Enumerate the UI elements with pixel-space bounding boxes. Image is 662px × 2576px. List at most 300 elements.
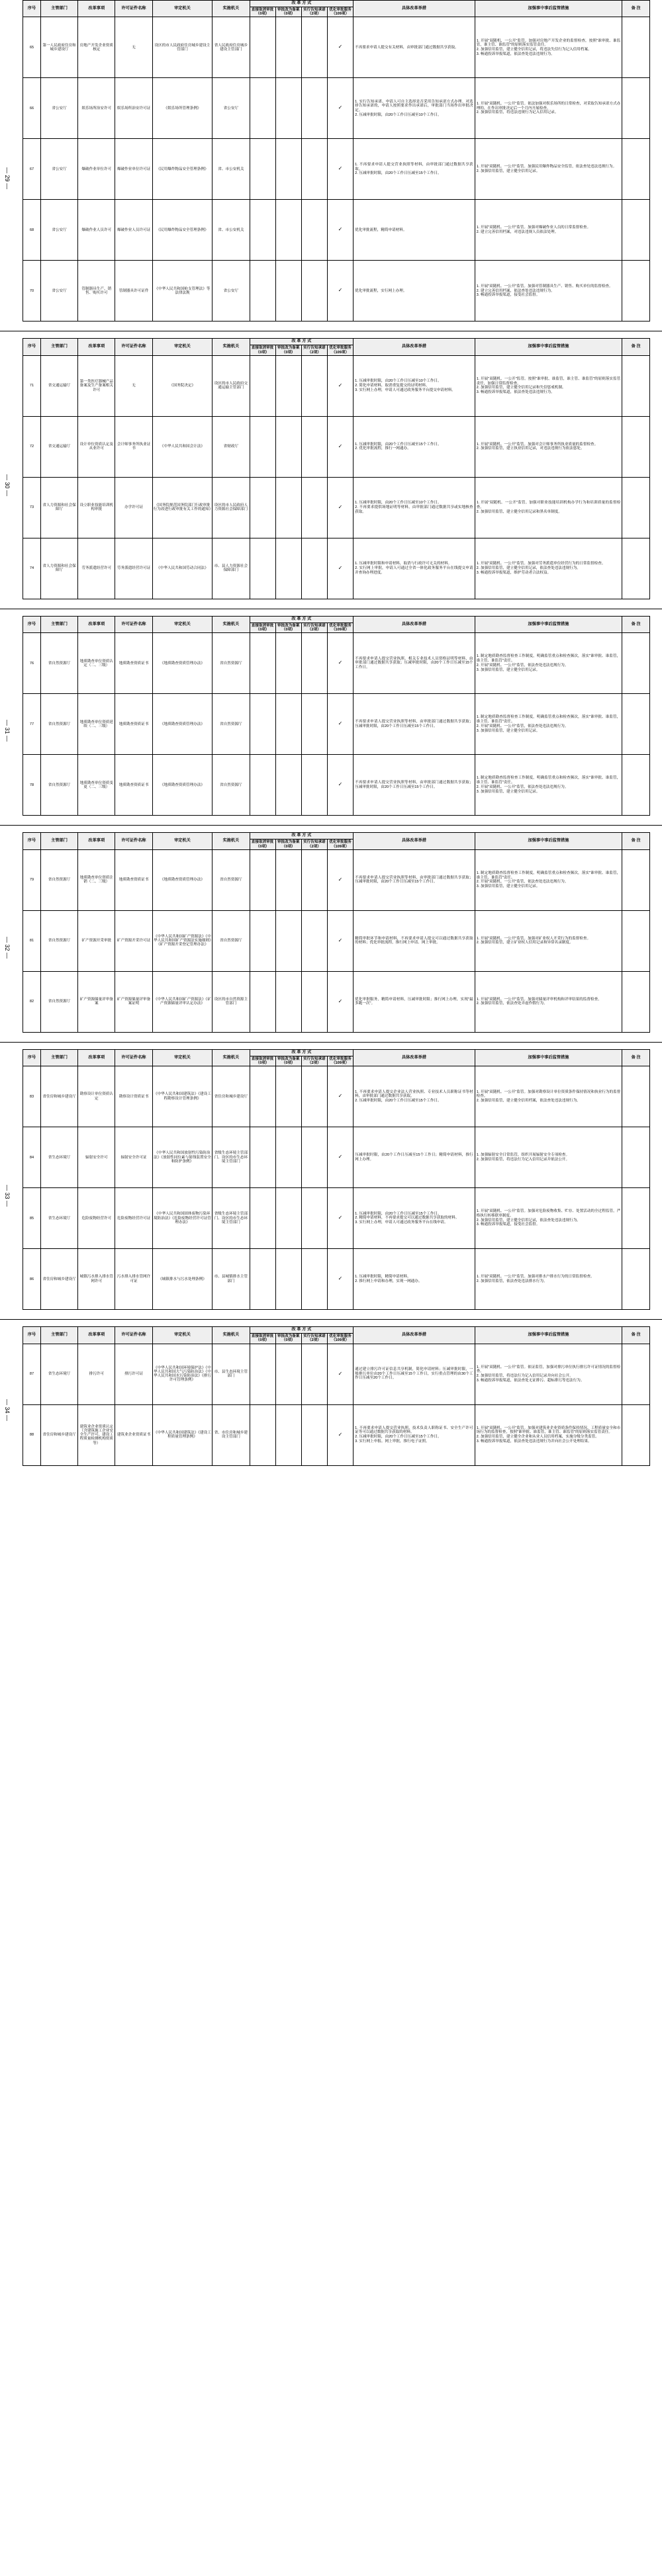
- cell-remark: [622, 694, 650, 755]
- cell-reform-mode-1: [250, 139, 275, 200]
- cell-specific-measures: 不再要求申请人提交有关材料，由审批部门通过数据共享获取。: [354, 17, 475, 78]
- col-header-reform-3: 实行告知承诺 （2项）: [301, 1056, 327, 1066]
- cell-reform-mode-4: ✓: [327, 538, 353, 599]
- cell-specific-measures: 1. 压减审批时限，由20个工作日压减至10个工作日。 2. 简化申请材料，取消重复提交的证明材料。 3. 实行网上办理，申请人可通过政务服务平台提交申请材料。: [354, 355, 475, 416]
- cell-reform-mode-4: ✓: [327, 849, 353, 910]
- page-number: — 34 —: [4, 1398, 11, 1421]
- table-row: [23, 355, 650, 416]
- col-header-supervise: 加强事中事后监管措施: [475, 1, 622, 17]
- cell-license-name: 会计师事务所执业证书: [115, 416, 152, 477]
- cell-specific-measures: 不再要求申请人提交营业执照等材料，由审批部门通过数据共享获取；压减审批时限，由20个工作日压减至15个工作日。: [354, 755, 475, 816]
- cell-specific-measures: 1. 实行告知承诺。申请人可自主选择是否采用告知承诺方式办理。对选择告知承诺的，申请人按照要求作出承诺后，审批部门当场作出审批决定。 2. 压减审批时限，由20个工作日压减至10个工作日。: [354, 78, 475, 139]
- cell-reform-mode-1: [250, 261, 275, 322]
- cell-approve-org: 《国务院规范国务院部门行政审批行为改进行政审批有关工作的通知》: [152, 477, 213, 538]
- cell-approve-org: 《中华人民共和国会计法》: [152, 416, 213, 477]
- col-header-dept: 主管部门: [40, 1327, 77, 1344]
- cell-license-name: 爆破作业单位许可证: [115, 139, 152, 200]
- col-header-approve-org: 审定机关: [152, 1, 213, 17]
- cell-supervision-measures: 1. 开展"双随机、一公开"监管。加强对排水户排水行为的日常监督检查。 2. 加强信用监管，依法查处违法排水行为。: [475, 1249, 622, 1310]
- cell-reform-mode-1: [250, 1404, 275, 1465]
- cell-approve-org: 《地质勘查资质管理办法》: [152, 633, 213, 694]
- cell-license-name: 矿产资源开采许可证: [115, 910, 152, 971]
- cell-seq: 70: [23, 261, 41, 322]
- cell-approve-org: 《中华人民共和国建筑法》《建设工程质量管理条例》: [152, 1404, 213, 1465]
- cell-reform-mode-2: [275, 416, 301, 477]
- col-header-reform-3: 实行告知承诺 （2项）: [301, 839, 327, 850]
- cell-license-name: 污水排入排水管网许可证: [115, 1249, 152, 1310]
- cell-reform-mode-3: [301, 416, 327, 477]
- table-section: [0, 616, 662, 816]
- cell-remark: [622, 1249, 650, 1310]
- cell-matter: 房地产开发企业资质核定: [78, 17, 115, 78]
- page-number: — 31 —: [4, 720, 11, 742]
- col-header-specific: 具体改革举措: [354, 1, 475, 17]
- col-header-reform-3: 实行告知承诺 （2项）: [301, 1334, 327, 1344]
- cell-reform-mode-4: ✓: [327, 633, 353, 694]
- cell-reform-mode-2: [275, 261, 301, 322]
- cell-specific-measures: 通过建立排污许可证信息共享机制，简化申请材料；压减审批时限，一般排污单位由20个工作日压减至15个工作日，实行重点管理的由30个工作日压减至20个工作日。: [354, 1344, 475, 1404]
- col-header-approve-org: 审定机关: [152, 339, 213, 355]
- cell-reform-mode-4: ✓: [327, 17, 353, 78]
- section-spacer: [0, 1320, 662, 1326]
- cell-specific-measures: 优化审批流程，精简申请材料。: [354, 200, 475, 261]
- col-header-reform-group: 改 革 方 式: [250, 833, 354, 839]
- page-number: — 32 —: [4, 936, 11, 959]
- col-header-supervise: 加强事中事后监管措施: [475, 833, 622, 849]
- cell-reform-mode-2: [275, 849, 301, 910]
- table-row: [23, 694, 650, 755]
- cell-reform-mode-1: [250, 1249, 275, 1310]
- cell-impl-org: 省、市公安机关: [213, 139, 250, 200]
- cell-reform-mode-2: [275, 1344, 301, 1404]
- cell-specific-measures: 1. 不再要求申请人提交营业执照等材料，由审批部门通过数据共享获取。 2. 压减审批时限，由20个工作日压减至15个工作日。: [354, 139, 475, 200]
- cell-reform-mode-1: [250, 910, 275, 971]
- cell-reform-mode-1: [250, 538, 275, 599]
- cell-matter: 地质勘查单位资质延续（二、三级）: [78, 694, 115, 755]
- col-header-reform-4: 优化审批服务 （109项）: [327, 1334, 353, 1344]
- cell-matter: 娱乐场所治安许可: [78, 78, 115, 139]
- cell-reform-mode-4: ✓: [327, 261, 353, 322]
- section-spacer: [0, 331, 662, 338]
- cell-impl-org: 省自然资源厅: [213, 910, 250, 971]
- cell-specific-measures: 优化审批服务，精简申请材料，压减审批时限；推行网上办理，实现"最多跑一次"。: [354, 971, 475, 1032]
- cell-seq: 78: [23, 755, 41, 816]
- cell-supervision-measures: 1. 制定地质勘查监督检查工作制度，明确监管重点和检查频次，落实"谁审批、谁监管，谁主管、谁监管"责任。 2. 开展"双随机、一公开"监管，依法查处违法违规行为。 3. 加强信用监管，建立健全信用记录。: [475, 849, 622, 910]
- table-row: [23, 416, 650, 477]
- cell-remark: [622, 200, 650, 261]
- cell-impl-org: 市、县人力资源社会保障部门: [213, 538, 250, 599]
- col-header-reform-group: 改 革 方 式: [250, 1049, 354, 1056]
- col-header-remark: 备 注: [622, 833, 650, 849]
- cell-impl-org: 省自然资源厅: [213, 849, 250, 910]
- cell-supervision-measures: 1. 开展"双随机、一公开"监管。加强对管制器具生产、销售、购买单位的监督检查。 2. 建立完善信用档案，依法查处违法违规行为。 3. 畅通投诉举报渠道，接受社会监督。: [475, 261, 622, 322]
- cell-impl-org: 省自然资源厅: [213, 755, 250, 816]
- cell-impl-org: 省人民政府住房城乡建设主管部门: [213, 17, 250, 78]
- cell-approve-org: 《中华人民共和国放射性污染防治法》《放射性同位素与射线装置安全和防护条例》: [152, 1127, 213, 1188]
- cell-remark: [622, 971, 650, 1032]
- col-header-reform-1: 直接取消审批 （0项）: [250, 623, 275, 633]
- cell-impl-org: 省财政厅: [213, 416, 250, 477]
- cell-license-name: 无: [115, 17, 152, 78]
- cell-remark: [622, 416, 650, 477]
- col-header-supervise: 加强事中事后监管措施: [475, 616, 622, 632]
- table-row: [23, 755, 650, 816]
- cell-reform-mode-4: ✓: [327, 755, 353, 816]
- cell-reform-mode-4: ✓: [327, 355, 353, 416]
- col-header-specific: 具体改革举措: [354, 616, 475, 632]
- col-header-reform-group: 改 革 方 式: [250, 616, 354, 623]
- cell-impl-org: 省自然资源厅: [213, 633, 250, 694]
- table-row: [23, 849, 650, 910]
- cell-license-name: 地质勘查资质证书: [115, 755, 152, 816]
- cell-reform-mode-4: ✓: [327, 1249, 353, 1310]
- col-header-seq: 序号: [23, 1049, 41, 1066]
- cell-remark: [622, 1188, 650, 1249]
- cell-matter: 地质勘查单位资质认定（二、三级）: [78, 633, 115, 694]
- col-header-reform-4: 优化审批服务 （109项）: [327, 345, 353, 356]
- col-header-supervise: 加强事中事后监管措施: [475, 1049, 622, 1066]
- cell-dept: 省生态环境厅: [40, 1344, 77, 1404]
- cell-matter: 爆破作业人员许可: [78, 200, 115, 261]
- cell-license-name: 劳务派遣经营许可证: [115, 538, 152, 599]
- cell-license-name: 无: [115, 355, 152, 416]
- table-row: [23, 200, 650, 261]
- cell-reform-mode-1: [250, 416, 275, 477]
- cell-reform-mode-1: [250, 1066, 275, 1127]
- table-section: [0, 832, 662, 1032]
- col-header-matter: 改革事项: [78, 1327, 115, 1344]
- col-header-impl-org: 实施机关: [213, 1, 250, 17]
- col-header-dept: 主管部门: [40, 616, 77, 632]
- table-row: [23, 1404, 650, 1465]
- license-reform-table: [23, 1326, 650, 1465]
- col-header-reform-4: 优化审批服务 （109项）: [327, 623, 353, 633]
- cell-approve-org: 《民用爆炸物品安全管理条例》: [152, 139, 213, 200]
- table-row: [23, 1066, 650, 1127]
- cell-matter: 设计单位资质认定及从业许可: [78, 416, 115, 477]
- cell-specific-measures: 压减审批时限，由20个工作日压减至15个工作日；精简申请材料，推行网上办理。: [354, 1127, 475, 1188]
- cell-remark: [622, 910, 650, 971]
- cell-reform-mode-3: [301, 755, 327, 816]
- cell-reform-mode-1: [250, 694, 275, 755]
- cell-reform-mode-3: [301, 477, 327, 538]
- col-header-seq: 序号: [23, 1, 41, 17]
- cell-approve-org: 《中华人民共和国建筑法》《建设工程勘察设计管理条例》: [152, 1066, 213, 1127]
- col-header-reform-3: 实行告知承诺 （2项）: [301, 7, 327, 17]
- cell-matter: 危险废物经营许可: [78, 1188, 115, 1249]
- cell-reform-mode-2: [275, 538, 301, 599]
- cell-remark: [622, 1344, 650, 1404]
- cell-reform-mode-4: ✓: [327, 694, 353, 755]
- cell-reform-mode-3: [301, 694, 327, 755]
- cell-supervision-measures: 1. 开展"双随机、一公开"监管。加强对会计师事务所执业质量的监督检查。 2. 加强信用监管，建立执业信用记录，对违法违规行为依法惩处。: [475, 416, 622, 477]
- cell-specific-measures: 1. 压减审批时限和申请材料，取消与行政许可无关的材料。 2. 实行网上审批，申请人可通过全省一体化政务服务平台在线提交申请并查询办理进度。: [354, 538, 475, 599]
- cell-seq: 79: [23, 849, 41, 910]
- cell-specific-measures: 精简审批环节和申请材料，不再要求申请人提交可以通过数据共享获取的材料；优化审批流程，推行网上申请、网上审批。: [354, 910, 475, 971]
- cell-license-name: 矿产资源储量评审备案证明: [115, 971, 152, 1032]
- cell-specific-measures: 不再要求申请人提交营业执照、相关专业技术人员资格证明等材料，由审批部门通过数据共享获取；压减审批时限，由20个工作日压减至15个工作日。: [354, 633, 475, 694]
- cell-matter: 地质勘查单位资质变更（二、三级）: [78, 755, 115, 816]
- cell-supervision-measures: 1. 制定地质勘查监督检查工作制度，明确监管重点和检查频次，落实"谁审批、谁监管，谁主管、谁监管"责任。 2. 开展"双随机、一公开"监管，依法查处违法违规行为。 3. 加强信用监管，建立健全信用记录。: [475, 755, 622, 816]
- col-header-impl-org: 实施机关: [213, 1049, 250, 1066]
- table-row: [23, 633, 650, 694]
- cell-seq: 66: [23, 78, 41, 139]
- cell-reform-mode-4: ✓: [327, 1127, 353, 1188]
- cell-matter: 勘察设计单位资质认定: [78, 1066, 115, 1127]
- cell-reform-mode-2: [275, 78, 301, 139]
- col-header-specific: 具体改革举措: [354, 1327, 475, 1344]
- col-header-dept: 主管部门: [40, 833, 77, 849]
- cell-reform-mode-2: [275, 910, 301, 971]
- col-header-matter: 改革事项: [78, 339, 115, 355]
- table-row: [23, 910, 650, 971]
- cell-license-name: 勘察设计资质证书: [115, 1066, 152, 1127]
- cell-dept: 省公安厅: [40, 139, 77, 200]
- col-header-seq: 序号: [23, 616, 41, 632]
- cell-reform-mode-3: [301, 1066, 327, 1127]
- cell-reform-mode-3: [301, 78, 327, 139]
- license-reform-table: [23, 0, 650, 322]
- col-header-reform-2: 审批改为备案 （0项）: [275, 623, 301, 633]
- col-header-dept: 主管部门: [40, 339, 77, 355]
- table-section: [0, 0, 662, 322]
- col-header-impl-org: 实施机关: [213, 1327, 250, 1344]
- cell-reform-mode-4: ✓: [327, 78, 353, 139]
- cell-reform-mode-3: [301, 971, 327, 1032]
- page-number: — 33 —: [4, 1184, 11, 1207]
- cell-seq: 81: [23, 910, 41, 971]
- col-header-specific: 具体改革举措: [354, 1049, 475, 1066]
- col-header-approve-org: 审定机关: [152, 833, 213, 849]
- col-header-seq: 序号: [23, 339, 41, 355]
- col-header-reform-2: 审批改为备案 （0项）: [275, 1056, 301, 1066]
- license-reform-table: [23, 616, 650, 816]
- cell-dept: 省交通运输厅: [40, 416, 77, 477]
- cell-reform-mode-3: [301, 1344, 327, 1404]
- cell-reform-mode-1: [250, 849, 275, 910]
- cell-remark: [622, 849, 650, 910]
- col-header-reform-1: 直接取消审批 （0项）: [250, 345, 275, 356]
- page-number: — 30 —: [4, 474, 11, 496]
- cell-reform-mode-4: ✓: [327, 200, 353, 261]
- cell-seq: 72: [23, 416, 41, 477]
- table-row: [23, 1249, 650, 1310]
- cell-reform-mode-1: [250, 971, 275, 1032]
- cell-approve-org: 《中华人民共和国劳动合同法》: [152, 538, 213, 599]
- cell-matter: 爆破作业单位许可: [78, 139, 115, 200]
- cell-reform-mode-3: [301, 1188, 327, 1249]
- cell-license-name: 排污许可证: [115, 1344, 152, 1404]
- col-header-reform-group: 改 革 方 式: [250, 1327, 354, 1334]
- cell-supervision-measures: 1. 开展"双随机、一公开"监管。依证监管，加强对排污单位执行排污许可证情况的监督检查。 2. 加强信用监管，将违法行为记入信用记录并向社会公开。 3. 畅通投诉举报渠道，依法查处无证排污、超标排污等违法行为。: [475, 1344, 622, 1404]
- cell-remark: [622, 261, 650, 322]
- cell-approve-org: 《中华人民共和国环境保护法》《中华人民共和国大气污染防治法》《中华人民共和国水污染防治法》《排污许可管理条例》: [152, 1344, 213, 1404]
- cell-reform-mode-4: ✓: [327, 139, 353, 200]
- col-header-reform-4: 优化审批服务 （109项）: [327, 7, 353, 17]
- cell-seq: 87: [23, 1344, 41, 1404]
- cell-matter: 城镇污水排入排水管网许可: [78, 1249, 115, 1310]
- cell-matter: 矿产资源开采审批: [78, 910, 115, 971]
- cell-seq: 74: [23, 538, 41, 599]
- cell-approve-org: 《娱乐场所管理条例》: [152, 78, 213, 139]
- cell-remark: [622, 17, 650, 78]
- cell-reform-mode-2: [275, 1127, 301, 1188]
- cell-remark: [622, 1066, 650, 1127]
- col-header-reform-group: 改 革 方 式: [250, 339, 354, 345]
- col-header-reform-1: 直接取消审批 （0项）: [250, 1056, 275, 1066]
- cell-impl-org: 设区的市自然资源主管部门: [213, 971, 250, 1032]
- cell-reform-mode-4: ✓: [327, 1188, 353, 1249]
- license-reform-table: [23, 832, 650, 1032]
- table-section: [0, 1049, 662, 1310]
- col-header-approve-org: 审定机关: [152, 1327, 213, 1344]
- table-section: [0, 1326, 662, 1465]
- cell-seq: 84: [23, 1127, 41, 1188]
- cell-impl-org: 省级生态环境主管部门、设区的市生态环境主管部门: [213, 1188, 250, 1249]
- cell-matter: 矿产资源储量评审备案: [78, 971, 115, 1032]
- cell-seq: 82: [23, 971, 41, 1032]
- cell-matter: 劳务派遣经营许可: [78, 538, 115, 599]
- cell-remark: [622, 538, 650, 599]
- col-header-specific: 具体改革举措: [354, 339, 475, 355]
- cell-reform-mode-3: [301, 633, 327, 694]
- cell-reform-mode-1: [250, 633, 275, 694]
- cell-supervision-measures: 1. 开展"双随机、一公开"监管。加强对房地产开发企业的监督检查，按照"谁审批、谁监管，谁主管、谁监管"的原则落实监管责任。 2. 加强信用监管，建立健全信用记录，将违法失信行为记入信用档案。 3. 畅通投诉举报渠道，依法查处违法违规行为。: [475, 17, 622, 78]
- col-header-matter: 改革事项: [78, 833, 115, 849]
- cell-dept: 省自然资源厅: [40, 849, 77, 910]
- col-header-impl-org: 实施机关: [213, 616, 250, 632]
- cell-impl-org: 省住房和城乡建设厅: [213, 1066, 250, 1127]
- section-spacer: [0, 826, 662, 832]
- cell-supervision-measures: 1. 开展"双随机、一公开"监管。加强对勘察设计单位资质条件保持情况和执业行为的监督检查。 2. 加强信用监管，建立健全信用档案，依法查处违法违规行为。: [475, 1066, 622, 1127]
- table-row: [23, 1127, 650, 1188]
- cell-dept: 省人力资源和社会保障厅: [40, 538, 77, 599]
- section-spacer: [0, 609, 662, 616]
- col-header-matter: 改革事项: [78, 616, 115, 632]
- col-header-reform-3: 实行告知承诺 （2项）: [301, 623, 327, 633]
- cell-reform-mode-4: ✓: [327, 1066, 353, 1127]
- cell-supervision-measures: 1. 开展"双随机、一公开"监管。加强对危险废物收集、贮存、处置活动的全过程监管，严格执行转移联单制度。 2. 加强信用监管，建立健全信用记录，依法查处违法违规行为。 3. 畅通投诉举报渠道，接受社会监督。: [475, 1188, 622, 1249]
- table-row: [23, 1344, 650, 1404]
- cell-approve-org: 《中华人民共和国枪支管理法》等法律法规: [152, 261, 213, 322]
- cell-reform-mode-2: [275, 477, 301, 538]
- cell-matter: 排污许可: [78, 1344, 115, 1404]
- cell-reform-mode-4: ✓: [327, 910, 353, 971]
- cell-reform-mode-2: [275, 971, 301, 1032]
- cell-impl-org: 省公安厅: [213, 261, 250, 322]
- col-header-approve-org: 审定机关: [152, 616, 213, 632]
- cell-seq: 83: [23, 1066, 41, 1127]
- cell-matter: 地质勘查单位资质注销（二、三级）: [78, 849, 115, 910]
- cell-matter: 管制器具生产、销售、购买许可: [78, 261, 115, 322]
- cell-dept: 第一人民政府住房和城乡建设厅: [40, 17, 77, 78]
- cell-reform-mode-3: [301, 538, 327, 599]
- col-header-supervise: 加强事中事后监管措施: [475, 339, 622, 355]
- table-row: [23, 78, 650, 139]
- cell-reform-mode-3: [301, 139, 327, 200]
- cell-supervision-measures: 1. 开展"双随机、一公开"监管。依法加强对娱乐场所的日常检查，对采取告知承诺方式办理的，在作出审批决定后一个月内开展检查。 2. 加强信用监管，将违法违规行为记入信用记录。: [475, 78, 622, 139]
- col-header-impl-org: 实施机关: [213, 339, 250, 355]
- cell-dept: 省人力资源和社会保障厅: [40, 477, 77, 538]
- cell-dept: 省生态环境厅: [40, 1127, 77, 1188]
- col-header-license: 许可证件名称: [115, 1327, 152, 1344]
- cell-reform-mode-1: [250, 477, 275, 538]
- cell-supervision-measures: 1. 开展"双随机、一公开"监管。加强对爆破作业人员的日常监督检查。 2. 建立完善信用档案，对违法违规人员依法处理。: [475, 200, 622, 261]
- cell-remark: [622, 1127, 650, 1188]
- cell-reform-mode-2: [275, 139, 301, 200]
- cell-reform-mode-3: [301, 1127, 327, 1188]
- cell-reform-mode-4: ✓: [327, 971, 353, 1032]
- col-header-dept: 主管部门: [40, 1, 77, 17]
- cell-reform-mode-2: [275, 17, 301, 78]
- cell-specific-measures: 1. 压减审批时限，由20个工作日压减至10个工作日。 2. 不再要求提供场地证明等材料，由审批部门通过数据共享或实地核查获取。: [354, 477, 475, 538]
- cell-approve-org: 《国务院决定》: [152, 355, 213, 416]
- cell-license-name: 地质勘查资质证书: [115, 694, 152, 755]
- table-row: [23, 139, 650, 200]
- cell-reform-mode-3: [301, 355, 327, 416]
- cell-impl-org: 设区的市人民政府人力资源社会保障部门: [213, 477, 250, 538]
- col-header-remark: 备 注: [622, 616, 650, 632]
- col-header-license: 许可证件名称: [115, 1049, 152, 1066]
- cell-specific-measures: 优化审批流程，实行网上办理。: [354, 261, 475, 322]
- license-reform-table: [23, 1049, 650, 1310]
- cell-dept: 省住房和城乡建设厅: [40, 1066, 77, 1127]
- cell-supervision-measures: 1. 开展"双随机、一公开"监管。加强民用爆炸物品安全监管，依法查处违法违规行为。 2. 加强信用监管，建立健全信用记录。: [475, 139, 622, 200]
- col-header-remark: 备 注: [622, 1327, 650, 1344]
- col-header-matter: 改革事项: [78, 1, 115, 17]
- col-header-reform-2: 审批改为备案 （0项）: [275, 1334, 301, 1344]
- cell-specific-measures: 1. 压减审批时限，精简申请材料。 2. 推行网上申请和办理，实现一网通办。: [354, 1249, 475, 1310]
- table-row: [23, 261, 650, 322]
- cell-supervision-measures: 1. 制定地质勘查监督检查工作制度，明确监管重点和检查频次，落实"谁审批、谁监管，谁主管、谁监管"责任。 2. 开展"双随机、一公开"监管，依法查处违法违规行为。 3. 加强信用监管，建立健全信用记录。: [475, 694, 622, 755]
- cell-specific-measures: 1. 压减审批时限，由20个工作日压减至15个工作日。 2. 精简申请材料，不再要求提交可以通过数据共享获取的材料。 3. 实行网上办理，申请人可通过政务服务平台在线申请。: [354, 1188, 475, 1249]
- cell-dept: 省自然资源厅: [40, 633, 77, 694]
- cell-reform-mode-2: [275, 355, 301, 416]
- cell-remark: [622, 355, 650, 416]
- col-header-reform-2: 审批改为备案 （0项）: [275, 839, 301, 850]
- col-header-dept: 主管部门: [40, 1049, 77, 1066]
- cell-supervision-measures: 1. 开展"双随机、一公开"监管。加强对劳务派遣单位经营行为的日常监督检查。 2. 加强信用监管，建立健全信用记录，依法查处违法违规行为。 3. 畅通投诉举报渠道，维护劳动者合法权益。: [475, 538, 622, 599]
- cell-approve-org: 《中华人民共和国固体废物污染环境防治法》《危险废物经营许可证管理办法》: [152, 1188, 213, 1249]
- col-header-remark: 备 注: [622, 1049, 650, 1066]
- col-header-specific: 具体改革举措: [354, 833, 475, 849]
- cell-reform-mode-1: [250, 755, 275, 816]
- section-spacer: [0, 1043, 662, 1049]
- cell-seq: 88: [23, 1404, 41, 1465]
- cell-seq: 73: [23, 477, 41, 538]
- cell-dept: 省公安厅: [40, 261, 77, 322]
- cell-dept: 省自然资源厅: [40, 694, 77, 755]
- col-header-license: 许可证件名称: [115, 833, 152, 849]
- cell-supervision-measures: 1. 开展"双随机、一公开"监管。加强对储量评审机构和评审结果的监督检查。 2. 加强信用监管，依法查处弄虚作假行为。: [475, 971, 622, 1032]
- table-row: [23, 1188, 650, 1249]
- cell-reform-mode-3: [301, 261, 327, 322]
- cell-approve-org: 《中华人民共和国矿产资源法》《矿产资源储量评审认定办法》: [152, 971, 213, 1032]
- cell-reform-mode-1: [250, 355, 275, 416]
- col-header-license: 许可证件名称: [115, 1, 152, 17]
- cell-supervision-measures: 1. 开展"双随机、一公开"监管。加强对矿业权人开采行为的监督检查。 2. 加强信用监管，建立矿业权人信用记录和异常名录制度。: [475, 910, 622, 971]
- cell-license-name: 地质勘查资质证书: [115, 849, 152, 910]
- cell-approve-org: 《中华人民共和国矿产资源法》《中华人民共和国矿产资源法实施细则》《矿产资源开采登记管理办法》: [152, 910, 213, 971]
- cell-dept: 省公安厅: [40, 78, 77, 139]
- col-header-remark: 备 注: [622, 1, 650, 17]
- cell-license-name: 办学许可证: [115, 477, 152, 538]
- cell-approve-org: 设区的市人民政府住房城乡建设主管部门: [152, 17, 213, 78]
- cell-remark: [622, 139, 650, 200]
- col-header-reform-1: 直接取消审批 （0项）: [250, 839, 275, 850]
- cell-remark: [622, 78, 650, 139]
- col-header-reform-1: 直接取消审批 （0项）: [250, 1334, 275, 1344]
